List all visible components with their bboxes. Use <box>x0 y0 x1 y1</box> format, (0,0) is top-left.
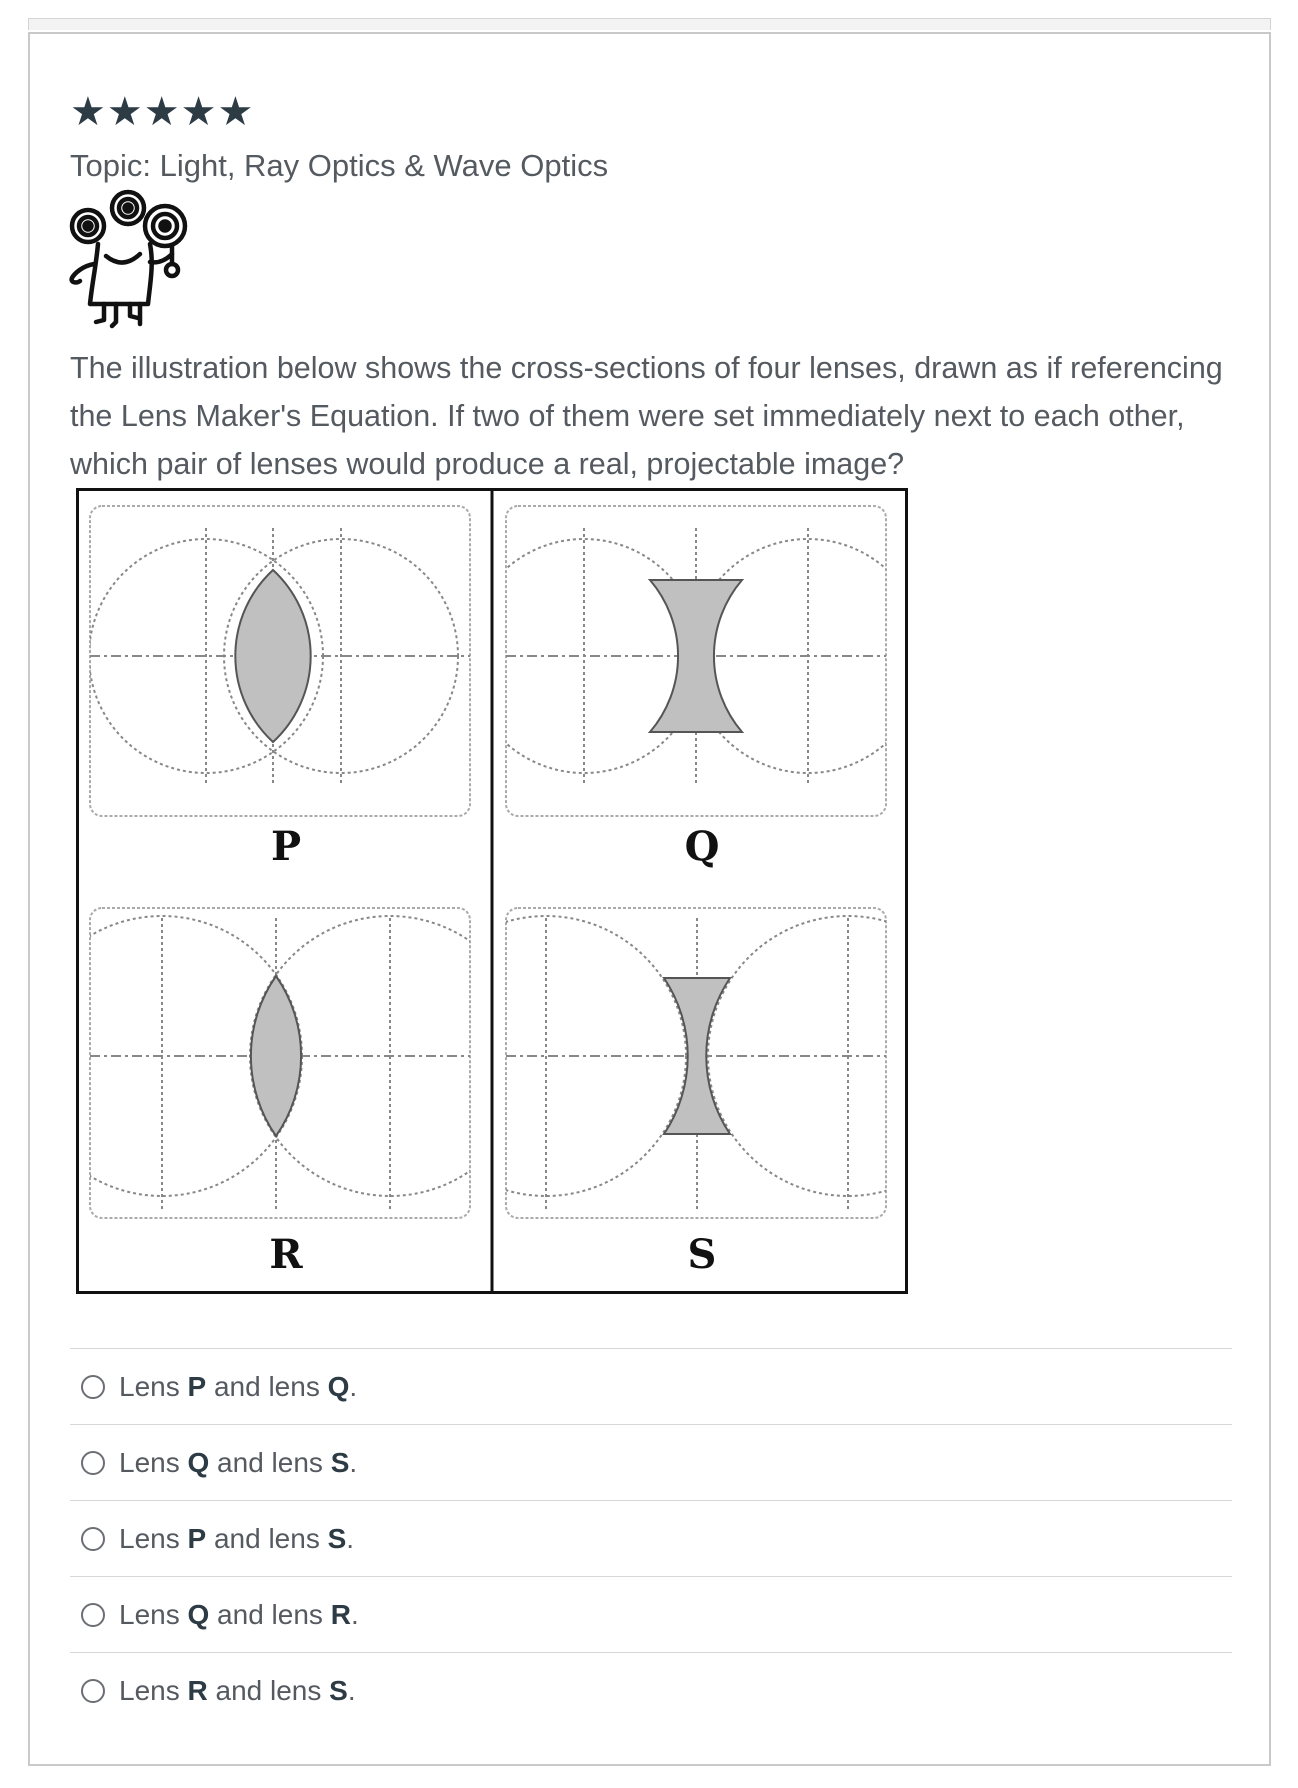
answer-option-3[interactable] <box>70 1500 1232 1576</box>
lens-label-s: S <box>687 1231 717 1278</box>
radio-button[interactable] <box>81 1679 105 1703</box>
radio-button[interactable] <box>81 1603 105 1627</box>
answer-option-label: Lens Q and lens R. <box>119 1598 359 1630</box>
answer-option-4[interactable] <box>70 1576 1232 1652</box>
lens-panel-p <box>89 506 470 870</box>
lens-diagram <box>76 488 910 1296</box>
answer-options <box>70 1348 1232 1728</box>
answer-option-2[interactable] <box>70 1424 1232 1500</box>
radio-button[interactable] <box>81 1375 105 1399</box>
lens-label-r: R <box>269 1231 303 1278</box>
answer-option-label: Lens Q and lens S. <box>119 1446 358 1478</box>
lens-panel-q <box>467 506 910 870</box>
lens-label-p: P <box>270 823 302 870</box>
lens-label-q: Q <box>684 823 720 870</box>
answer-option-label: Lens P and lens S. <box>119 1522 355 1554</box>
radio-button[interactable] <box>81 1451 105 1475</box>
topic-label: Topic: Light, Ray Optics & Wave Optics <box>70 148 609 183</box>
answer-option-1[interactable] <box>70 1348 1232 1424</box>
difficulty-stars: ★★★★★ <box>70 89 255 135</box>
answer-option-5[interactable] <box>70 1652 1232 1728</box>
top-strip <box>28 18 1271 30</box>
magnifier-creature-icon <box>68 186 194 344</box>
answer-option-label: Lens P and lens Q. <box>119 1370 358 1402</box>
question-text: The illustration below shows the cross-sections of four lenses, drawn as if referencing the Lens Maker's Equation. If two of them were set immediately next to each other, which pair of lenses would produce a real, projectable image? <box>70 351 1223 481</box>
answer-option-label: Lens R and lens S. <box>119 1674 356 1706</box>
radio-button[interactable] <box>81 1527 105 1551</box>
